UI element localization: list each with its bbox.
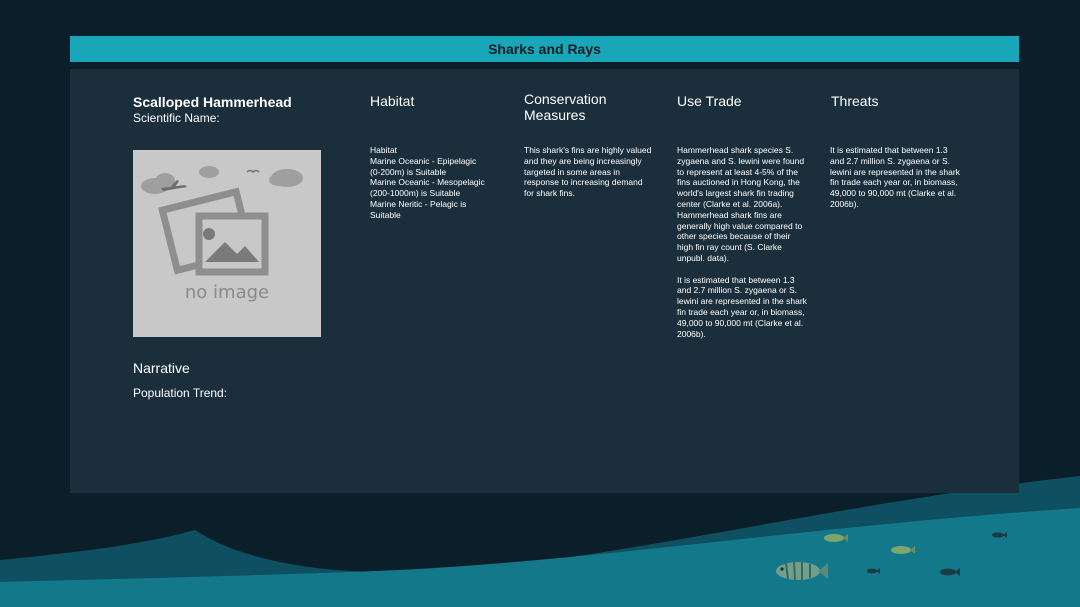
habitat-line: Marine Neritic - Pelagic is Suitable bbox=[370, 198, 467, 220]
habitat-line: Marine Oceanic - Mesopelagic (200-1000m) is Suitable bbox=[370, 177, 485, 199]
narrative-heading: Narrative bbox=[133, 360, 190, 376]
scientific-name-label: Scientific Name: bbox=[133, 111, 220, 125]
conservation-heading: Conservation Measures bbox=[524, 91, 607, 123]
use-trade-paragraph: It is estimated that between 1.3 and 2.7 million S. zygaena or S. lewini are represented in the shark fin trade each year or, in biomass, 49,000 to 90,000 mt (Clarke et al. 2006b). bbox=[677, 274, 807, 339]
species-image bbox=[133, 150, 321, 337]
use-trade-heading: Use Trade bbox=[677, 93, 742, 109]
threats-text: It is estimated that between 1.3 and 2.7 million S. zygaena or S. lewini are represented in the shark fin trade each year or, in biomass, 49,000 to 90,000 mt (Clarke et al. 2006b). bbox=[830, 145, 960, 209]
habitat-heading: Habitat bbox=[370, 93, 415, 109]
population-trend-label: Population Trend: bbox=[133, 386, 228, 400]
use-trade-body bbox=[677, 145, 807, 350]
species-name: Scalloped Hammerhead bbox=[133, 94, 292, 110]
header-bar bbox=[70, 36, 1019, 62]
threats-heading: Threats bbox=[831, 93, 879, 109]
habitat-line: Habitat bbox=[370, 145, 397, 155]
conservation-text: This shark's fins are highly valued and they are being increasingly targeted in some areas in response to increasing demand for shark fins. bbox=[524, 145, 652, 199]
use-trade-paragraph: Hammerhead shark species S. zygaena and S. lewini were found to represent at least 4-5% of the fins auctioned in Hong Kong, the world's largest shark fin trading center (Clarke et al. 2006a). Hammerhead shark fins are generally high value compared to other species because of their high fin ray count (S. Clarke unpubl. data). bbox=[677, 145, 805, 263]
no-image-placeholder-icon bbox=[133, 150, 321, 337]
habitat-line: Marine Oceanic - Epipelagic (0-200m) is Suitable bbox=[370, 155, 477, 177]
habitat-body bbox=[370, 145, 485, 221]
no-image-text: no image bbox=[184, 282, 270, 303]
page-title: Sharks and Rays bbox=[488, 41, 601, 57]
